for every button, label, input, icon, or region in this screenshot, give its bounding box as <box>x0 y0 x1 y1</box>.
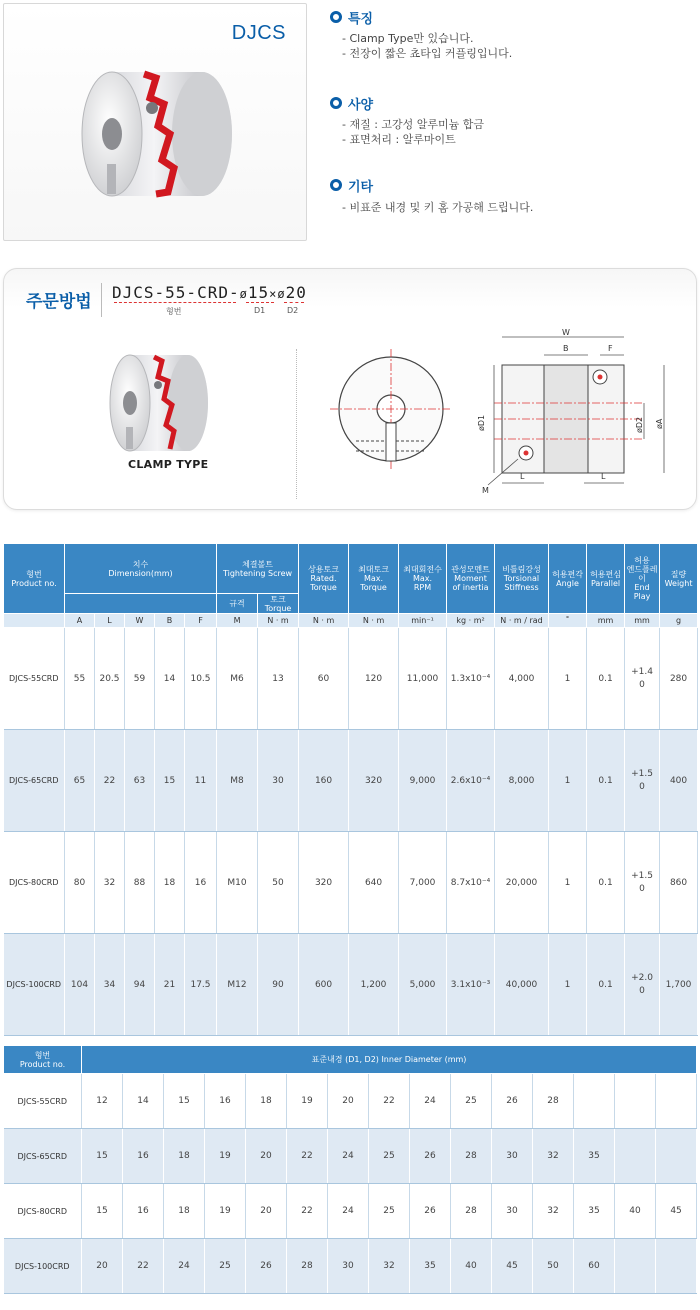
bore-value-cell: 50 <box>533 1239 574 1294</box>
bore-value-cell: 18 <box>164 1129 205 1184</box>
order-code: DJCS-55-CRD-ø15×ø20 <box>112 283 307 302</box>
bore-value-cell <box>615 1239 656 1294</box>
spec-cell-screw-torque: 13 <box>258 628 299 730</box>
spec-row <box>4 934 698 1036</box>
label-F: F <box>608 344 613 353</box>
bore-value-cell: 19 <box>287 1074 328 1129</box>
bore-value-cell <box>656 1074 697 1129</box>
bore-row <box>4 1239 697 1294</box>
panel-divider <box>296 349 297 499</box>
label-A: øA <box>655 418 664 429</box>
spec-cell-endplay: +1.4 0 <box>625 628 660 730</box>
unit-cell: mm <box>625 614 660 628</box>
unit-cell: N · m <box>349 614 399 628</box>
bore-value-cell: 25 <box>369 1129 410 1184</box>
bore-value-cell: 20 <box>246 1129 287 1184</box>
unit-cell: N · m <box>299 614 349 628</box>
spec-cell-inertia: 2.6x10⁻⁴ <box>447 730 495 832</box>
label-B: B <box>563 344 569 353</box>
bore-value-cell: 30 <box>492 1184 533 1239</box>
header-screw: 체결볼트 Tightening Screw <box>217 544 299 594</box>
bore-value-cell: 32 <box>533 1184 574 1239</box>
bore-value-cell: 24 <box>328 1129 369 1184</box>
spec-cell-screw-torque: 50 <box>258 832 299 934</box>
bore-header-row <box>4 1046 697 1074</box>
spec-cell-angle: 1 <box>549 832 587 934</box>
order-code-d1: 15 <box>247 283 270 302</box>
header-weight: 질량 Weight <box>660 544 698 614</box>
spec-cell-rated: 160 <box>299 730 349 832</box>
bore-value-cell: 45 <box>656 1184 697 1239</box>
label-W: W <box>562 328 570 337</box>
bore-value-cell <box>615 1129 656 1184</box>
spec-row <box>4 730 698 832</box>
header-max-torque: 최대토크 Max. Torque <box>349 544 399 614</box>
header-stiffness: 비틀림강성 Torsional Stiffness <box>495 544 549 614</box>
bore-value-cell: 22 <box>287 1129 328 1184</box>
spec-cell-rpm: 11,000 <box>399 628 447 730</box>
bore-value-cell <box>656 1239 697 1294</box>
bore-value-cell: 16 <box>205 1074 246 1129</box>
spec-cell-F: 16 <box>185 832 217 934</box>
spec-cell-A: 65 <box>65 730 95 832</box>
bore-value-cell: 15 <box>82 1184 123 1239</box>
product-image-box <box>3 3 307 241</box>
spec-cell-inertia: 3.1x10⁻³ <box>447 934 495 1036</box>
spec-cell-rpm: 9,000 <box>399 730 447 832</box>
product-title: DJCS <box>231 22 286 44</box>
bore-value-cell: 35 <box>410 1239 451 1294</box>
spec-cell-M: M6 <box>217 628 258 730</box>
spec-table-body <box>4 628 698 1036</box>
order-code-d2: 20 <box>285 283 307 302</box>
spec-cell-M: M8 <box>217 730 258 832</box>
unit-cell: g <box>660 614 698 628</box>
bullet-icon <box>330 11 342 23</box>
clamp-type-photo <box>106 349 216 459</box>
unit-cell: min⁻¹ <box>399 614 447 628</box>
spec-cell-max: 320 <box>349 730 399 832</box>
bore-value-cell: 24 <box>410 1074 451 1129</box>
feature-item: - 전장이 짧은 쵸타입 커플링입니다. <box>342 47 513 60</box>
spec-cell-L: 32 <box>95 832 125 934</box>
header-rpm: 최대회전수 Max. RPM <box>399 544 447 614</box>
spec-cell-F: 11 <box>185 730 217 832</box>
bore-value-cell: 32 <box>533 1129 574 1184</box>
feature-group-specification <box>330 94 690 147</box>
bore-value-cell: 25 <box>205 1239 246 1294</box>
spec-cell-W: 63 <box>125 730 155 832</box>
bore-model-cell: DJCS-80CRD <box>4 1184 82 1239</box>
label-M: M <box>482 486 489 495</box>
bore-value-cell: 40 <box>451 1239 492 1294</box>
bore-value-cell: 18 <box>164 1184 205 1239</box>
bore-value-cell: 22 <box>287 1184 328 1239</box>
spec-row <box>4 832 698 934</box>
spec-cell-F: 17.5 <box>185 934 217 1036</box>
spec-cell-max: 1,200 <box>349 934 399 1036</box>
spec-cell-A: 80 <box>65 832 95 934</box>
feature-item: - 재질 : 고강성 알루미늄 합금 <box>342 118 485 131</box>
spec-cell-M: M10 <box>217 832 258 934</box>
clamp-type-caption: CLAMP TYPE <box>128 458 209 471</box>
spec-cell-stiffness: 8,000 <box>495 730 549 832</box>
bore-model-cell: DJCS-55CRD <box>4 1074 82 1129</box>
bore-value-cell: 18 <box>246 1074 287 1129</box>
spec-cell-rpm: 5,000 <box>399 934 447 1036</box>
feature-item: - Clamp Type만 있습니다. <box>342 32 474 45</box>
feature-heading: 사양 <box>348 97 374 113</box>
order-method-panel <box>3 268 697 510</box>
spec-cell-A: 55 <box>65 628 95 730</box>
bore-value-cell <box>615 1074 656 1129</box>
header-inertia: 관성모멘트 Moment of inertia <box>447 544 495 614</box>
bore-value-cell: 30 <box>492 1129 533 1184</box>
spec-cell-F: 10.5 <box>185 628 217 730</box>
spec-cell-weight: 400 <box>660 730 698 832</box>
spec-cell-weight: 1,700 <box>660 934 698 1036</box>
bore-value-cell: 19 <box>205 1184 246 1239</box>
caption-d1: D1 <box>254 306 266 315</box>
unit-cell: W <box>125 614 155 628</box>
spec-cell-parallel: 0.1 <box>587 628 625 730</box>
bore-value-cell: 25 <box>369 1184 410 1239</box>
spec-cell-rated: 320 <box>299 832 349 934</box>
bore-value-cell: 25 <box>451 1074 492 1129</box>
bore-value-cell: 60 <box>574 1239 615 1294</box>
bullet-icon <box>330 179 342 191</box>
order-method-title: 주문방법 <box>26 292 92 312</box>
spec-cell-weight: 280 <box>660 628 698 730</box>
bore-value-cell: 26 <box>492 1074 533 1129</box>
feature-heading: 기타 <box>348 179 374 195</box>
spec-cell-B: 18 <box>155 832 185 934</box>
underline-model <box>114 302 236 303</box>
bore-table-body <box>4 1074 697 1294</box>
spec-cell-parallel: 0.1 <box>587 934 625 1036</box>
bore-value-cell: 28 <box>533 1074 574 1129</box>
spec-model-cell: DJCS-55CRD <box>4 628 65 730</box>
header-dimension: 치수 Dimension(mm) <box>65 544 217 594</box>
units-row <box>4 614 698 628</box>
bore-value-cell: 35 <box>574 1184 615 1239</box>
spec-cell-angle: 1 <box>549 628 587 730</box>
spec-cell-endplay: +2.0 0 <box>625 934 660 1036</box>
spec-cell-endplay: +1.5 0 <box>625 832 660 934</box>
order-title-divider <box>101 283 102 317</box>
spec-cell-max: 120 <box>349 628 399 730</box>
bore-value-cell: 20 <box>82 1239 123 1294</box>
unit-cell: N · m / rad <box>495 614 549 628</box>
bore-value-cell: 30 <box>328 1239 369 1294</box>
bore-value-cell: 35 <box>574 1129 615 1184</box>
spec-cell-endplay: +1.5 0 <box>625 730 660 832</box>
label-L2: L <box>601 472 606 481</box>
feature-heading: 특징 <box>348 11 374 27</box>
spec-cell-B: 15 <box>155 730 185 832</box>
bore-value-cell: 26 <box>410 1129 451 1184</box>
spec-header-row <box>4 544 698 594</box>
label-D2: øD2 <box>635 416 644 433</box>
feature-group-characteristics <box>330 8 690 61</box>
bore-value-cell: 19 <box>205 1129 246 1184</box>
spec-cell-inertia: 8.7x10⁻⁴ <box>447 832 495 934</box>
spec-model-cell: DJCS-100CRD <box>4 934 65 1036</box>
unit-cell: N · m <box>258 614 299 628</box>
spec-cell-M: M12 <box>217 934 258 1036</box>
bore-header-product: 형번 Product no. <box>4 1046 82 1074</box>
spec-cell-W: 88 <box>125 832 155 934</box>
unit-cell: M <box>217 614 258 628</box>
header-endplay: 허용 엔드플레이 End Play <box>625 544 660 614</box>
label-L1: L <box>520 472 525 481</box>
spec-cell-B: 14 <box>155 628 185 730</box>
spec-cell-rated: 60 <box>299 628 349 730</box>
bore-model-cell: DJCS-100CRD <box>4 1239 82 1294</box>
unit-cell: L <box>95 614 125 628</box>
bore-value-cell: 12 <box>82 1074 123 1129</box>
bore-value-cell: 15 <box>82 1129 123 1184</box>
spec-cell-angle: 1 <box>549 730 587 832</box>
underline-d2 <box>284 302 304 303</box>
unit-cell: ˚ <box>549 614 587 628</box>
bore-value-cell <box>656 1129 697 1184</box>
bore-model-cell: DJCS-65CRD <box>4 1129 82 1184</box>
bore-value-cell: 32 <box>369 1239 410 1294</box>
spec-cell-weight: 860 <box>660 832 698 934</box>
unit-cell: A <box>65 614 95 628</box>
bore-value-cell: 16 <box>123 1129 164 1184</box>
spec-cell-parallel: 0.1 <box>587 832 625 934</box>
feature-item: - 비표준 내경 및 키 홈 가공해 드립니다. <box>342 201 534 214</box>
spec-cell-angle: 1 <box>549 934 587 1036</box>
spec-cell-L: 34 <box>95 934 125 1036</box>
bore-value-cell: 22 <box>123 1239 164 1294</box>
unit-cell: mm <box>587 614 625 628</box>
bore-row <box>4 1074 697 1129</box>
spec-table <box>3 543 698 1036</box>
bore-value-cell: 20 <box>246 1184 287 1239</box>
caption-model: 형번 <box>166 307 182 316</box>
header-product: 형번 Product no. <box>4 544 65 614</box>
bore-value-cell: 28 <box>287 1239 328 1294</box>
side-view-drawing <box>474 327 674 497</box>
spec-cell-screw-torque: 90 <box>258 934 299 1036</box>
bore-table <box>3 1045 697 1294</box>
header-screw-torque: 토크 Torque <box>258 594 299 614</box>
spec-cell-W: 59 <box>125 628 155 730</box>
unit-cell: kg · m² <box>447 614 495 628</box>
feature-group-other <box>330 176 690 215</box>
header-rated: 상용토크 Rated. Torque <box>299 544 349 614</box>
spec-cell-parallel: 0.1 <box>587 730 625 832</box>
underline-d1 <box>246 302 274 303</box>
spec-cell-screw-torque: 30 <box>258 730 299 832</box>
bore-value-cell: 28 <box>451 1129 492 1184</box>
bullet-icon <box>330 97 342 109</box>
bore-row <box>4 1129 697 1184</box>
coupling-photo <box>74 64 244 204</box>
front-view-drawing <box>326 343 456 473</box>
unit-cell: F <box>185 614 217 628</box>
spec-cell-rated: 600 <box>299 934 349 1036</box>
bore-value-cell: 40 <box>615 1184 656 1239</box>
bore-value-cell: 24 <box>328 1184 369 1239</box>
spec-cell-stiffness: 20,000 <box>495 832 549 934</box>
spec-model-cell: DJCS-80CRD <box>4 832 65 934</box>
spec-model-cell: DJCS-65CRD <box>4 730 65 832</box>
bore-row <box>4 1184 697 1239</box>
spec-cell-W: 94 <box>125 934 155 1036</box>
bore-value-cell: 15 <box>164 1074 205 1129</box>
bore-value-cell: 20 <box>328 1074 369 1129</box>
bore-value-cell: 14 <box>123 1074 164 1129</box>
spec-cell-L: 22 <box>95 730 125 832</box>
label-D1: øD1 <box>477 414 486 431</box>
bore-value-cell: 28 <box>451 1184 492 1239</box>
unit-cell: B <box>155 614 185 628</box>
feature-item: - 표면처리 : 알루마이트 <box>342 133 456 146</box>
spec-cell-inertia: 1.3x10⁻⁴ <box>447 628 495 730</box>
caption-d2: D2 <box>287 306 299 315</box>
bore-value-cell <box>574 1074 615 1129</box>
bore-value-cell: 16 <box>123 1184 164 1239</box>
spec-cell-max: 640 <box>349 832 399 934</box>
bore-header-diameter: 표준내경 (D1, D2) Inner Diameter (mm) <box>82 1046 697 1074</box>
spec-cell-A: 104 <box>65 934 95 1036</box>
header-parallel: 허용편심 Parallel <box>587 544 625 614</box>
bore-value-cell: 45 <box>492 1239 533 1294</box>
header-screw-spec: 규격 <box>217 594 258 614</box>
bore-value-cell: 26 <box>410 1184 451 1239</box>
bore-value-cell: 26 <box>246 1239 287 1294</box>
spec-cell-stiffness: 4,000 <box>495 628 549 730</box>
order-code-model: DJCS-55-CRD- <box>112 283 240 302</box>
bore-value-cell: 22 <box>369 1074 410 1129</box>
spec-cell-stiffness: 40,000 <box>495 934 549 1036</box>
bore-value-cell: 24 <box>164 1239 205 1294</box>
spec-cell-rpm: 7,000 <box>399 832 447 934</box>
spec-row <box>4 628 698 730</box>
header-angle: 허용편각 Angle <box>549 544 587 614</box>
spec-cell-L: 20.5 <box>95 628 125 730</box>
spec-cell-B: 21 <box>155 934 185 1036</box>
